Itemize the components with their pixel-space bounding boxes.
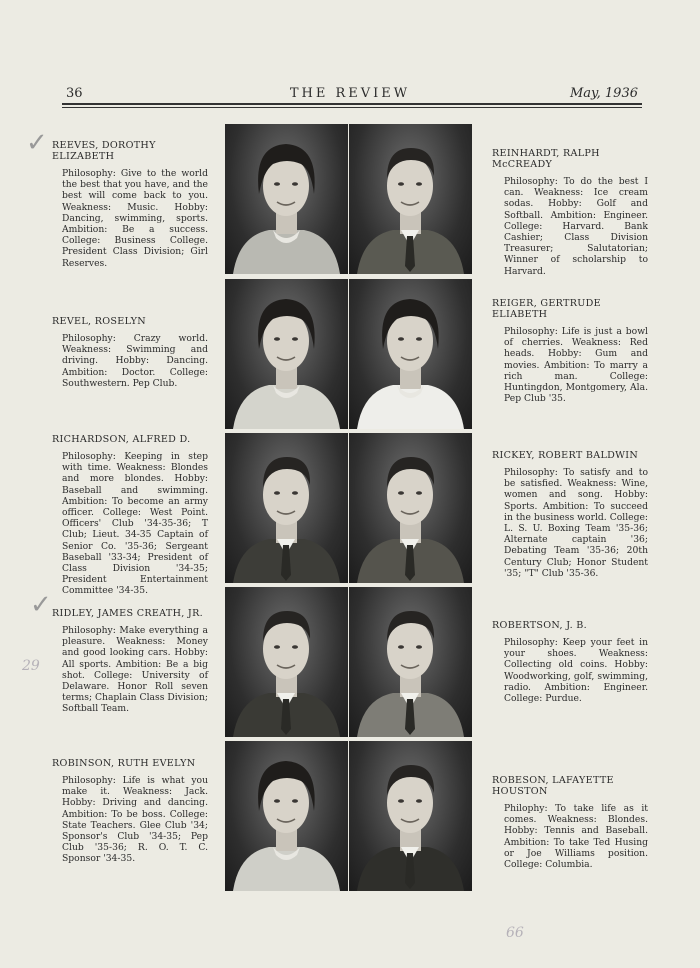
student-bio: Philosophy: Keeping in step with time. Weakness: Blondes and more blondes. Hobby: Baseball and swimming. Ambition: To become an army officer. College: West Point. Officers' Club '34-35-36; T Club; Lieut. 34-35 Captain of Senior Co. '35-36; Sergeant Baseball '33-34; President of Class Division '34-35; President Entertainment Committee '34-35. [62,451,208,597]
student-bio: Philosophy: Life is just a bowl of cherries. Weakness: Red heads. Hobby: Gum and movies. Ambition: To marry a rich man. College: Huntingdon, Montgomery, Ala. Pep Club '35. [504,326,648,405]
student-entry [52,316,208,389]
student-bio: Philosophy: Give to the world the best that you have, and the best will come back to you. Weakness: Music. Hobby: Dancing, swimming, sports. Ambition: Be a success. College: Business College. President Class Division; Girl Reserves. [62,168,208,269]
student-bio: Philosophy: Keep your feet in your shoes. Weakness: Collecting old coins. Hobby: Woodworking, golf, swimming, radio. Ambition: Engineer. College: Purdue. [504,637,648,705]
student-name: ROBESON, LAFAYETTE HOUSTON [492,775,614,797]
student-portrait-photo [225,587,348,737]
student-name: RICHARDSON, ALFRED D. [52,434,191,445]
pencil-margin-note: 29 [22,658,40,674]
student-entry [52,140,208,269]
portrait-silhouette-icon [225,124,348,274]
student-entry [52,758,208,865]
student-entry [492,775,648,870]
student-entry [52,434,208,597]
student-portrait-photo [225,433,348,583]
portrait-silhouette-icon [349,433,472,583]
student-bio: Philosophy: To do the best I can. Weakness: Ice cream sodas. Hobby: Golf and Softball. Ambition: Engineer. College: Harvard. Bank Cashier; Class Division Treasurer; Salutatorian; Winner of scholarship to Harvard. [504,176,648,277]
pencil-checkmark-icon: ✓ [26,128,48,158]
portrait-silhouette-icon [225,279,348,429]
student-name: REIGER, GERTRUDE ELIABETH [492,298,601,320]
student-portrait-photo [225,124,348,274]
publication-title: THE REVIEW [289,86,411,101]
student-portrait-photo [349,124,472,274]
portrait-silhouette-icon [225,587,348,737]
student-bio: Philosophy: To satisfy and to be satisfied. Weakness: Wine, women and song. Hobby: Sports. Ambition: To succeed in the business world. College: L. S. U. Boxing Team '35-36; Alternate captain '36; Debating Team '35-36; 20th Century Club; Honor Student '35; "T" Club '35-36. [504,467,648,579]
student-name: ROBERTSON, J. B. [492,620,588,631]
student-bio: Philosophy: Crazy world. Weakness: Swimming and driving. Hobby: Dancing. Ambition: Doctor. College: Southwestern. Pep Club. [62,333,208,389]
student-bio: Philosophy: Life is what you make it. Weakness: Jack. Hobby: Driving and dancing. Ambition: To be boss. College: State Teachers. Glee Club '34; Sponsor's Club '34-35; Pep Club '35-36; R. O. T. C. Sponsor '34-35. [62,775,208,865]
portrait-silhouette-icon [349,587,472,737]
student-portrait-photo [225,279,348,429]
pencil-checkmark-icon: ✓ [30,590,52,620]
portrait-silhouette-icon [225,433,348,583]
student-entry [492,450,648,579]
bottom-margin-note: 66 [506,925,524,941]
student-entry [492,298,648,404]
student-entry [492,620,648,704]
student-bio: Philosophy: Make everything a pleasure. Weakness: Money and good looking cars. Hobby: All sports. Ambition: Be a big shot. College: University of Delaware. Honor Roll seven terms; Chaplain Class Division; Softball Team. [62,625,208,715]
student-name: RIDLEY, JAMES CREATH, JR. [52,608,203,619]
student-entry [492,148,648,277]
page-number: 36 [66,86,83,101]
issue-date: May, 1936 [569,86,638,101]
student-name: REVEL, ROSELYN [52,316,146,327]
student-portrait-photo [349,587,472,737]
student-name: RICKEY, ROBERT BALDWIN [492,450,639,461]
portrait-silhouette-icon [349,279,472,429]
portrait-silhouette-icon [349,741,472,891]
portrait-silhouette-icon [225,741,348,891]
portrait-silhouette-icon [349,124,472,274]
student-name: REEVES, DOROTHY ELIZABETH [52,140,156,162]
student-name: ROBINSON, RUTH EVELYN [52,758,196,769]
student-portrait-photo [349,433,472,583]
student-portrait-photo [225,741,348,891]
header-rule-thick [62,103,642,105]
student-entry [52,608,208,715]
student-portrait-photo [349,279,472,429]
student-bio: Philophy: To take life as it comes. Weakness: Blondes. Hobby: Tennis and Baseball. Ambition: To take Ted Husing or Joe Williams position. College: Columbia. [504,803,648,871]
student-portrait-photo [349,741,472,891]
student-name: REINHARDT, RALPH McCREADY [492,148,600,170]
header-rule-thin [62,107,642,108]
